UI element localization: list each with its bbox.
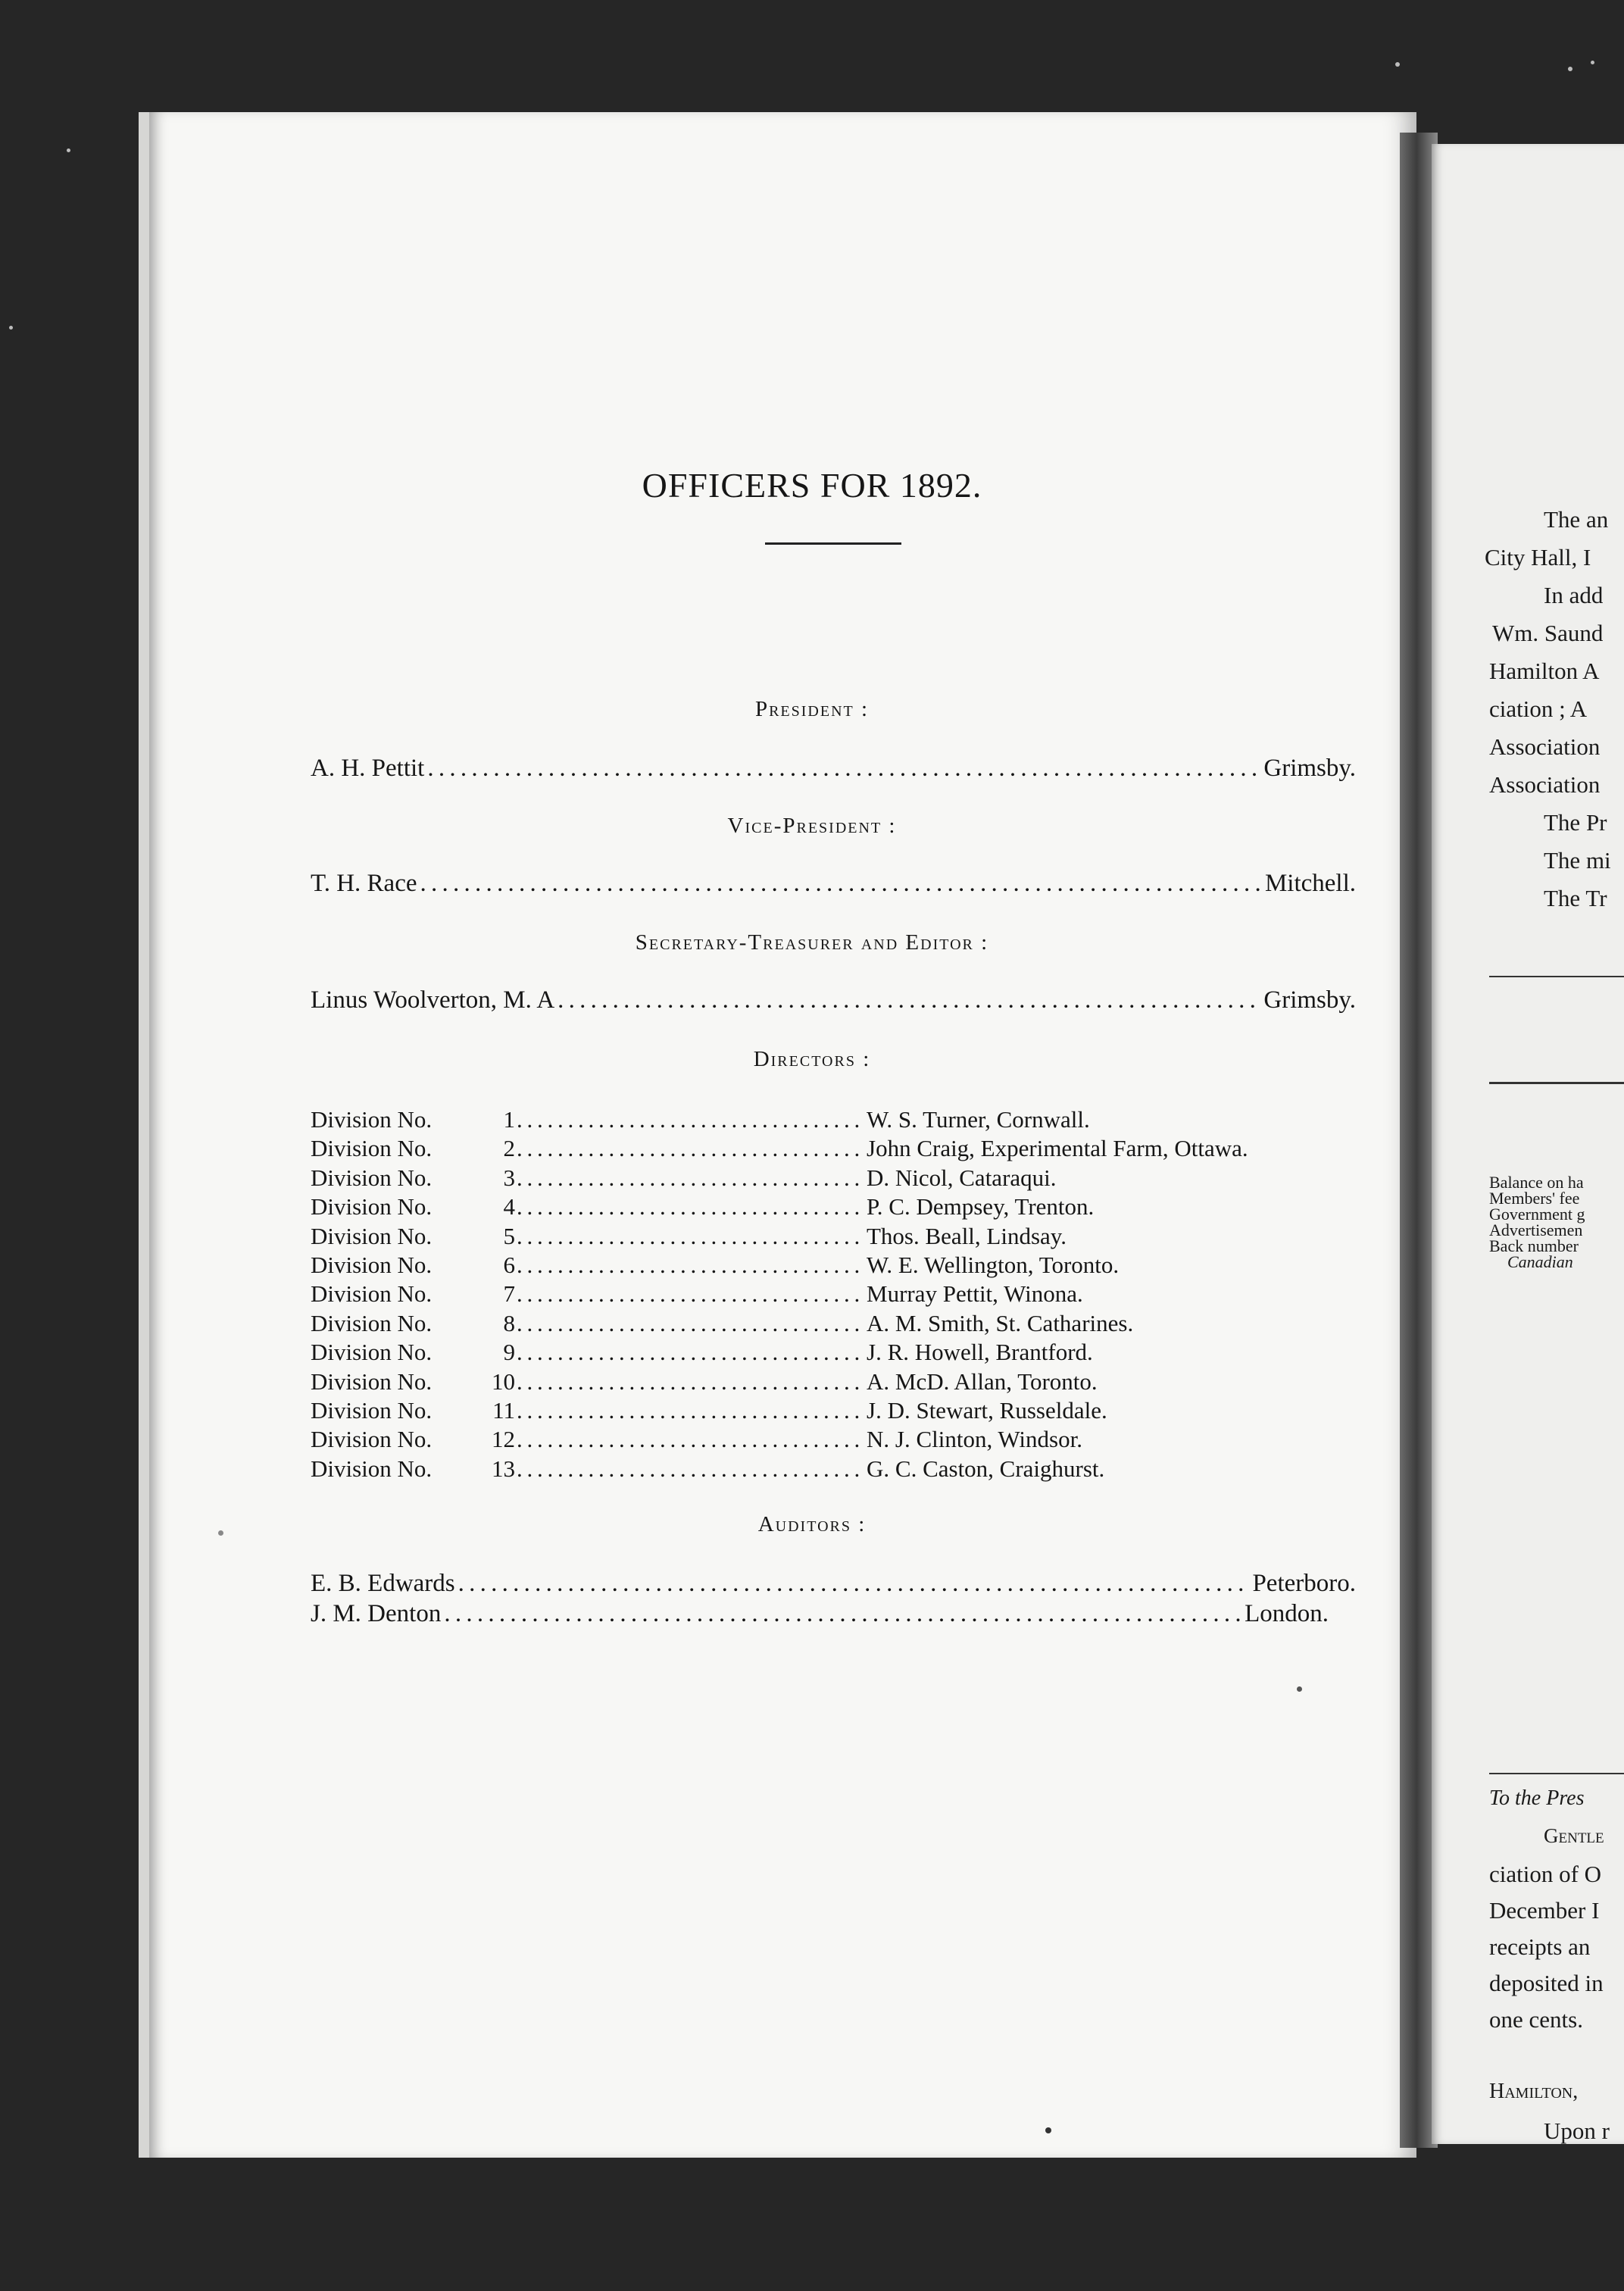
division-label: Division No.	[311, 1455, 433, 1482]
leader-dots	[517, 1339, 865, 1366]
director-row	[311, 1339, 1356, 1367]
ledger-line: Canadian	[1507, 1252, 1573, 1271]
division-number: 6	[503, 1252, 515, 1278]
text-line: To the Pres	[1489, 1786, 1585, 1810]
text-line: City Hall, I	[1485, 544, 1591, 570]
auditor-place: London.	[1245, 1600, 1329, 1627]
leader-dots	[517, 1193, 865, 1221]
director-name: J. D. Stewart, Russeldale.	[867, 1397, 1107, 1424]
leader-dots	[420, 870, 1262, 898]
ledger-line: Government g	[1489, 1205, 1585, 1224]
text-line: The Pr	[1544, 809, 1607, 836]
leader-dots	[557, 986, 1260, 1014]
division-number: 7	[503, 1280, 515, 1307]
director-row	[311, 1135, 1356, 1164]
vice-president-name: T. H. Race	[311, 870, 417, 897]
vice-president-row	[311, 870, 1356, 898]
vice-president-place: Mitchell.	[1264, 870, 1356, 897]
president-heading: President :	[754, 697, 870, 721]
leader-dots	[517, 1252, 865, 1279]
leader-dots	[458, 1570, 1250, 1598]
division-number: 11	[492, 1397, 515, 1424]
secretary-place: Grimsby.	[1263, 986, 1356, 1014]
text-line: The Tr	[1544, 885, 1607, 911]
title-rule	[765, 542, 901, 545]
division-number: 1	[503, 1106, 515, 1133]
director-row	[311, 1193, 1356, 1222]
text-line: In add	[1544, 582, 1604, 608]
text-line: Wm. Saund	[1492, 620, 1604, 646]
text-line: ciation ; A	[1489, 695, 1588, 722]
director-row	[311, 1368, 1356, 1397]
leader-dots	[517, 1397, 865, 1424]
auditor-row	[311, 1570, 1356, 1598]
text-line: The mi	[1544, 847, 1611, 874]
division-number: 2	[503, 1135, 515, 1161]
division-label: Division No.	[311, 1106, 433, 1133]
text-line: Gentle	[1544, 1824, 1604, 1847]
speck	[1395, 62, 1400, 67]
page-title: OFFICERS FOR 1892.	[642, 466, 982, 505]
ledger-line: Advertisemen	[1489, 1221, 1583, 1239]
text-line: Hamilton,	[1489, 2080, 1579, 2103]
director-name: A. McD. Allan, Toronto.	[867, 1368, 1098, 1395]
division-label: Division No.	[311, 1426, 433, 1452]
text-line: receipts an	[1489, 1933, 1591, 1960]
text-line: ciation of O	[1489, 1861, 1602, 1887]
leader-dots	[517, 1280, 865, 1308]
leader-dots	[517, 1106, 865, 1133]
text-line: The an	[1544, 506, 1609, 533]
leader-dots	[517, 1310, 865, 1337]
speck	[1591, 61, 1594, 64]
text-line: December I	[1489, 1897, 1600, 1924]
director-name: W. E. Wellington, Toronto.	[867, 1252, 1120, 1278]
director-name: A. M. Smith, St. Catharines.	[867, 1310, 1134, 1336]
divider	[1489, 976, 1624, 977]
division-number: 4	[503, 1193, 515, 1220]
auditor-name: J. M. Denton	[311, 1600, 442, 1627]
right-page-fragment	[1432, 144, 1624, 2144]
director-name: D. Nicol, Cataraqui.	[867, 1164, 1057, 1191]
director-row	[311, 1310, 1356, 1339]
ledger-line: Back number	[1489, 1236, 1579, 1255]
secretary-row	[311, 986, 1356, 1014]
director-row	[311, 1280, 1356, 1309]
ledger-line: Members' fee	[1489, 1189, 1580, 1208]
text-line: Hamilton A	[1489, 658, 1600, 684]
speck	[1297, 1686, 1302, 1692]
vice-president-heading: Vice-President :	[727, 814, 897, 838]
division-label: Division No.	[311, 1252, 433, 1278]
division-number: 5	[503, 1223, 515, 1249]
auditor-name: E. B. Edwards	[311, 1570, 455, 1597]
text-line: Association	[1489, 733, 1601, 760]
leader-dots	[517, 1426, 865, 1453]
speck	[1568, 67, 1572, 71]
division-number: 13	[492, 1455, 515, 1482]
leader-dots	[444, 1600, 1241, 1628]
ledger-line: Balance on ha	[1489, 1173, 1584, 1192]
director-name: John Craig, Experimental Farm, Ottawa.	[867, 1135, 1248, 1161]
director-row	[311, 1397, 1356, 1426]
text-line: deposited in	[1489, 1970, 1604, 1996]
leader-dots	[517, 1223, 865, 1250]
leader-dots	[517, 1164, 865, 1192]
director-name: N. J. Clinton, Windsor.	[867, 1426, 1082, 1452]
director-row	[311, 1455, 1356, 1484]
director-row	[311, 1106, 1356, 1135]
division-label: Division No.	[311, 1223, 433, 1249]
text-line: one cents.	[1489, 2006, 1583, 2033]
division-label: Division No.	[311, 1164, 433, 1191]
director-row	[311, 1223, 1356, 1252]
division-label: Division No.	[311, 1280, 433, 1307]
leader-dots	[517, 1455, 865, 1483]
director-name: J. R. Howell, Brantford.	[867, 1339, 1093, 1365]
leader-dots	[427, 755, 1260, 783]
speck	[9, 326, 13, 330]
director-row	[311, 1164, 1356, 1193]
leader-dots	[517, 1368, 865, 1396]
division-number: 8	[503, 1310, 515, 1336]
division-label: Division No.	[311, 1339, 433, 1365]
division-number: 10	[492, 1368, 515, 1395]
director-name: G. C. Caston, Craighurst.	[867, 1455, 1105, 1482]
text-line: Association	[1489, 771, 1601, 798]
auditors-heading: Auditors :	[757, 1512, 867, 1536]
speck	[1045, 2127, 1051, 2133]
divider	[1489, 1082, 1624, 1084]
division-number: 9	[503, 1339, 515, 1365]
director-name: W. S. Turner, Cornwall.	[867, 1106, 1090, 1133]
director-row	[311, 1426, 1356, 1455]
director-row	[311, 1252, 1356, 1280]
division-label: Division No.	[311, 1368, 433, 1395]
text-line: Upon r	[1544, 2118, 1610, 2144]
speck	[218, 1530, 223, 1536]
directors-heading: Directors :	[753, 1047, 871, 1071]
director-name: Thos. Beall, Lindsay.	[867, 1223, 1067, 1249]
divider	[1489, 1773, 1624, 1774]
president-row	[311, 755, 1356, 783]
division-label: Division No.	[311, 1397, 433, 1424]
division-number: 12	[492, 1426, 515, 1452]
division-label: Division No.	[311, 1135, 433, 1161]
division-label: Division No.	[311, 1310, 433, 1336]
secretary-heading: Secretary-Treasurer and Editor :	[635, 930, 989, 955]
auditor-place: Peterboro.	[1252, 1570, 1356, 1597]
president-place: Grimsby.	[1263, 755, 1356, 782]
division-label: Division No.	[311, 1193, 433, 1220]
director-name: P. C. Dempsey, Trenton.	[867, 1193, 1095, 1220]
leader-dots	[517, 1135, 865, 1162]
secretary-name: Linus Woolverton, M. A	[311, 986, 555, 1014]
president-name: A. H. Pettit	[311, 755, 425, 782]
auditor-row	[311, 1600, 1329, 1628]
speck	[67, 148, 70, 152]
director-name: Murray Pettit, Winona.	[867, 1280, 1083, 1307]
division-number: 3	[503, 1164, 515, 1191]
